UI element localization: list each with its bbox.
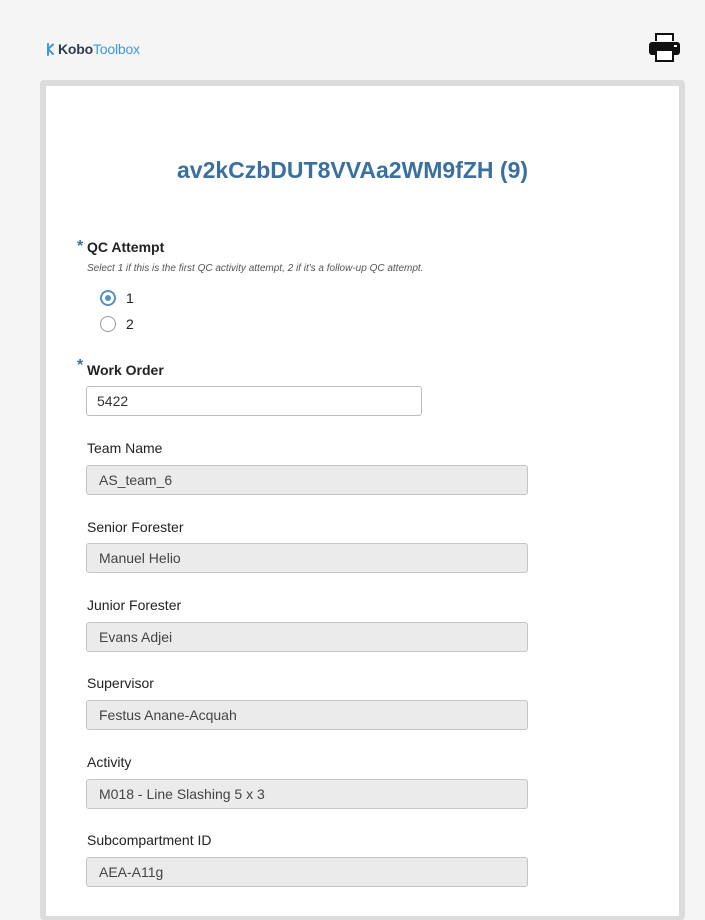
junior-forester-field: Evans Adjei <box>86 622 528 652</box>
print-button[interactable] <box>648 32 681 63</box>
senior-forester-label: Senior Forester <box>87 519 184 535</box>
subcompartment-id-label: Subcompartment ID <box>87 832 212 848</box>
logo-text-toolbox: Toolbox <box>92 41 140 57</box>
qc-attempt-option-label: 2 <box>126 316 134 332</box>
senior-forester-field: Manuel Helio <box>86 543 528 573</box>
work-order-label: Work Order <box>87 362 164 378</box>
junior-forester-label: Junior Forester <box>87 597 182 613</box>
activity-label: Activity <box>87 754 132 770</box>
qc-attempt-option-label: 1 <box>126 290 134 306</box>
activity-field: M018 - Line Slashing 5 x 3 <box>86 779 528 809</box>
required-marker: * <box>77 238 84 255</box>
team-name-label: Team Name <box>87 440 163 456</box>
subcompartment-id-field: AEA-A11g <box>86 857 528 887</box>
logo-text-kobo: Kobo <box>58 41 93 57</box>
form-title: av2kCzbDUT8VVAa2WM9fZH (9) <box>176 157 529 183</box>
supervisor-label: Supervisor <box>87 675 154 691</box>
kobo-logo-icon <box>46 43 56 56</box>
qc-attempt-option-2[interactable] <box>100 316 134 332</box>
qc-attempt-hint: Select 1 if this is the first QC activity attempt, 2 if it's a follow-up QC attempt. <box>87 263 424 274</box>
supervisor-field: Festus Anane-Acquah <box>86 700 528 730</box>
required-marker: * <box>77 357 84 374</box>
radio-button-checked[interactable] <box>100 290 116 306</box>
top-bar <box>0 0 705 82</box>
kobotoolbox-logo[interactable] <box>46 40 140 58</box>
radio-button[interactable] <box>100 316 116 332</box>
qc-attempt-label: QC Attempt <box>87 239 165 255</box>
team-name-field: AS_team_6 <box>86 465 528 495</box>
printer-icon <box>648 32 681 63</box>
qc-attempt-option-1[interactable] <box>100 290 134 306</box>
work-order-input[interactable]: 5422 <box>86 386 422 416</box>
